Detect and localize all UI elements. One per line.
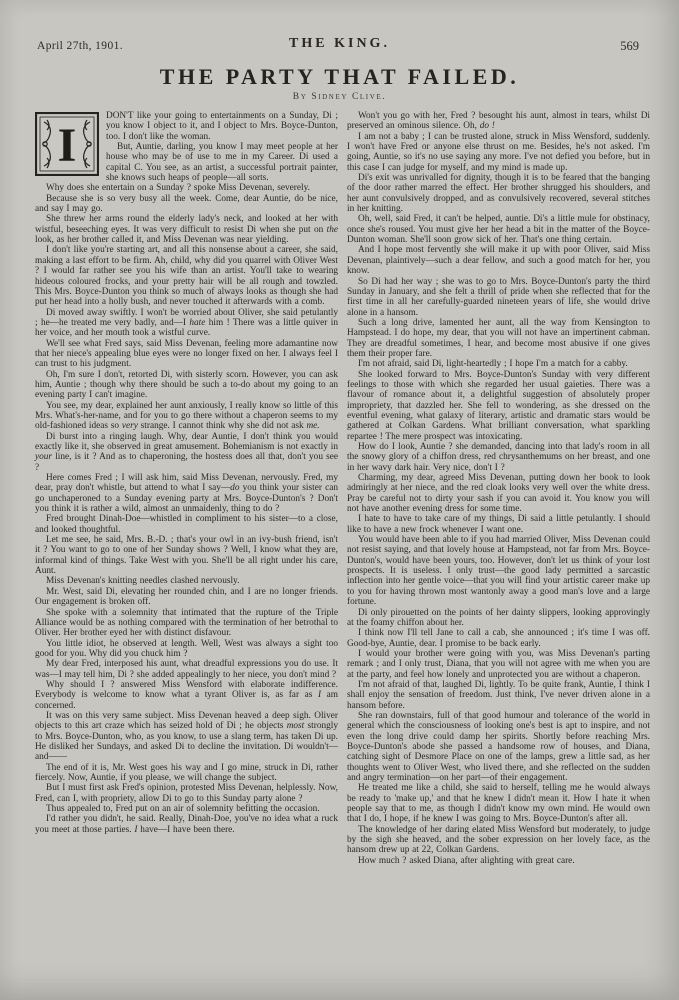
paragraph: How do I look, Auntie ? she demanded, dancing into that lady's room in all the snowy glory of a chiffon dress, red chrysanthemums on her breast, and one in her wavy dark hair. Very nice, don't I ? bbox=[347, 442, 650, 473]
paragraph: Why should I ? answered Miss Wensford with elaborate indifference. Everybody is welcome to know what a tyrant Oliver is, as far as I am concerned. bbox=[35, 679, 338, 711]
paragraph: Mr. West, said Di, elevating her rounded chin, and I are no longer friends. Our engagement is broken off. bbox=[35, 586, 338, 608]
dropcap-ornament-icon bbox=[35, 112, 99, 176]
paragraph: Here comes Fred ; I will ask him, said Miss Devenan, nervously. Fred, my dear, pray don't whistle, but attend to what I say—do you think your sister can go unchaperoned to a Sunday evening party at Mrs. Boyce-Dunton's ? Don't you think it is rather a wild, almost an unmaidenly, thing to do ? bbox=[35, 473, 338, 515]
paragraph: Thus appealed to, Fred put on an air of solemnity befitting the occasion. bbox=[46, 804, 320, 815]
paragraph: It was on this very same subject. Miss Devenan heaved a deep sigh. Oliver objects to this art craze which has seized hold of Di ; he objects most strongly to Mrs. Boyce-Dunton, who, as you know, to use a slang term, has taken Di up. He disliked her Sundays, and asked Di to decline the invitation. Di wouldn't—and—— bbox=[35, 710, 339, 763]
paragraph: We'll see what Fred says, said Miss Devenan, feeling more adamantine now that her niece's appealing blue eyes were no longer fixed on her. I always feel I can trust to his judgment. bbox=[35, 338, 338, 370]
paragraph: Charming, my dear, agreed Miss Devenan, putting down her book to look admiringly at her niece, and the red cloak looks very well over the white dress. Pray be careful not to dirty your sash if you can avoid it. You know you will not have another evening dress for some time. bbox=[347, 473, 650, 515]
paragraph: She ran downstairs, full of that good humour and tolerance of the world in general which the consciousness of looking one's best is apt to inspire, and not even the long drive could damp her spirits. Shortly before reaching Mrs. Boyce-Dunton's abode she passed a handsome row of houses, and Diana, catching sight of Desmore Place on one of the lamps, grew a little sad, as her thoughts went to Oliver West, who lived there, and she reflected on the sudden and angry termination—on her part—of their engagement. bbox=[347, 710, 650, 783]
paragraph: DON'T like your going to entertainments on a Sunday, Di ; you know I object to it, and I object to Mrs. Boyce-Dunton, too. I don't like the woman. bbox=[106, 111, 338, 142]
paragraph: Let me see, he said, Mrs. B.-D. ; that's your owl in an ivy-bush friend, isn't it ? You want to go to one of her Sunday shows ? Well, I know what they are, informal kind of things. Take West with you. She'll be all right under his care, Aunt. bbox=[35, 535, 338, 577]
article-byline: By Sidney Clive. bbox=[292, 92, 387, 102]
paragraph: Di's exit was unrivalled for dignity, though it is to be feared that the banging of the door rather marred the effect. Her brother shrugged his shoulders, and her aunt convulsively dropped, and as convulsively recovered, several stitches in her knitting. bbox=[347, 173, 650, 215]
masthead-title: THE KING. bbox=[289, 36, 390, 51]
paragraph: I don't like you're starting art, and all this nonsense about a career, she said, making a last effort to be firm. Ah, child, why did you quarrel with Oliver West ? I would far rather see you his wife than an artist. You'll take to wearing hideous coloured frocks, and your pretty hair will be all rough and towzled. This Mrs. Boyce-Dunton you think so much of always looks as though she had put her head into a holly bush, and never touched it afterwards with a comb. bbox=[35, 245, 338, 308]
paragraph: I think now I'll tell Jane to call a cab, she announced ; it's time I was off. Good-bye, Auntie, dear. I promise to be back early. bbox=[347, 628, 650, 649]
paragraph: But, Auntie, darling, you know I may meet people at her house who may be of use to me in my Career. Di used a capital C. You see, as an artist, a successful portrait painter, she knows such heaps of people—all sorts. bbox=[106, 142, 338, 184]
paragraph: She spoke with a solemnity that intimated that the rupture of the Triple Alliance would be as nothing compared with the termination of her betrothal to Oliver. Her brother eyed her with distinct disfavour. bbox=[35, 607, 338, 639]
issue-date: April 27th, 1901. bbox=[37, 40, 124, 52]
paragraph: And I hope most fervently she will make it up with poor Oliver, said Miss Devenan, plaintively—such a dear fellow, and such a good match for her, you know. bbox=[347, 245, 650, 277]
paragraph: But I must first ask Fred's opinion, protested Miss Devenan, helplessly. Now, Fred, can I, with propriety, allow Di to go to this Sunday party alone ? bbox=[35, 783, 338, 804]
paragraph: Di only pirouetted on the points of her dainty slippers, looking approvingly at the foamy chiffon about her. bbox=[347, 607, 650, 628]
paragraph: Why does she entertain on a Sunday ? spoke Miss Devenan, severely. bbox=[46, 183, 310, 194]
paragraph: The end of it is, Mr. West goes his way and I go mine, struck in Di, rather fiercely. Now, Auntie, if you please, we will change the subject. bbox=[35, 762, 338, 783]
dropcap-letter: I bbox=[57, 119, 77, 172]
paragraph: She looked forward to Mrs. Boyce-Dunton's Sunday with very different feelings to those with which she regarded her usual gaieties. There was a flavour of romance about it, a delightful suggestion of absolutely proper impropriety, that dazzled her. She fell to wondering, as she dressed on the eventful evening, what galaxy of literary, artistic and dramatic stars would be gathered at Colkan Gardens. What brilliant conversation, what sparkling repartee ! The mere prospect was intoxicating. bbox=[347, 369, 650, 442]
paragraph: You see, my dear, explained her aunt anxiously, I really know so little of this Mrs. What's-her-name, and for you to go there without a chaperon seems to my old-fashioned ideas so very strange. I cannot think why she did not ask me. bbox=[35, 400, 338, 432]
paragraph: Because she is so very busy all the week. Come, dear Auntie, do be nice, and say I may go. bbox=[35, 193, 338, 215]
paragraph: My dear Fred, interposed his aunt, what dreadful expressions you do use. It was—I may tell him, Di ? she added appealingly to her niece, you don't mind ? bbox=[35, 659, 338, 680]
paragraph: How much ? asked Diana, after alighting with great care. bbox=[358, 855, 575, 866]
paragraph: I'd rather you didn't, he said. Really, Dinah-Doe, you've no idea what a ruck you meet at those parties. I have—I have been there. bbox=[35, 814, 338, 835]
paragraph: She threw her arms round the elderly lady's neck, and looked at her with wistful, beseeching eyes. It was very difficult to resist Di when she put on the look, as her brother called it, and Miss Devenan was near yielding. bbox=[35, 214, 338, 246]
paragraph: Won't you go with her, Fred ? besought his aunt, almost in tears, whilst Di preserved an ominous silence. Oh, do ! bbox=[347, 111, 650, 132]
column-left bbox=[35, 111, 338, 866]
paragraph: Such a long drive, lamented her aunt, all the way from Kensington to Hampstead. I do hope, my dear, that you will not have an impertinent cabman. They are dreadful sometimes, I hear, and become most abusive if one gives them their proper fare. bbox=[347, 317, 650, 359]
article-title: THE PARTY THAT FAILED. bbox=[159, 64, 520, 89]
article-body bbox=[35, 111, 650, 866]
paragraph: So Di had her way ; she was to go to Mrs. Boyce-Dunton's party the third Sunday in January, and she felt a thrill of pride when she reflected that for the first time in all her carefully-guarded nineteen years of life, she would drive alone in a hansom. bbox=[347, 276, 650, 318]
paragraph: I'm not afraid, said Di, light-heartedly ; I hope I'm a match for a cabby. bbox=[358, 359, 628, 370]
paragraph: Di burst into a ringing laugh. Why, dear Auntie, I don't think you would exactly like it, she observed in great amusement. Bohemianism is not exactly in your line, is it ? And as to chaperoning, the hostess does all that, don't you see ? bbox=[35, 431, 338, 473]
paragraph: Oh, I'm sure I don't, retorted Di, with sisterly scorn. However, you can ask him, Auntie ; though why there should be such a to-do about my going to an evening party I can't imagine. bbox=[35, 369, 338, 401]
paragraph: Di moved away swiftly. I won't be worried about Oliver, she said petulantly ; he—he treated me very badly, and—I hate him ! There was a little quiver in her voice, and her mouth took a wistful curve. bbox=[35, 307, 338, 339]
paragraph: Miss Devenan's knitting needles clashed nervously. bbox=[46, 576, 240, 587]
paragraph: Oh, well, said Fred, it can't be helped, auntie. Di's a little mule for obstinacy, once she's roused. You must give her her head a bit in the matter of the Boyce-Dunton woman. She'll soon grow sick of her. That's one thing certain. bbox=[347, 214, 650, 246]
paragraph: I would your brother were going with you, was Miss Devenan's parting remark ; and I only trust, Diana, that you will not agree with me when you are at the party, and feel how lonely and unprotected you are without a chaperon. bbox=[347, 648, 650, 680]
paragraph: The knowledge of her daring elated Miss Wensford but moderately, to judge by the sigh she heaved, and the sober expression on her lovely face, as the hansom drew up at 22, Colkan Gardens. bbox=[347, 824, 650, 856]
paragraph: I hate to have to take care of my things, Di said a little petulantly. I should like to have a new frock whenever I want one. bbox=[347, 514, 650, 535]
paragraph: I am not a baby ; I can be trusted alone, struck in Miss Wensford, suddenly. I won't have Fred or anyone else thrust on me. Besides, he's not asked. I'm going, Auntie, so it's no use saying any more. I've not defied you before, but in this case I can judge for myself, and my mind is made up. bbox=[347, 131, 650, 173]
paragraph: I'm not afraid of that, laughed Di, lightly. To be quite frank, Auntie, I think I shall enjoy the sensation of freedom. Just think, I've never driven alone in a hansom before. bbox=[347, 679, 650, 711]
page-header bbox=[0, 0, 679, 60]
paragraph: You would have been able to if you had married Oliver, Miss Devenan could not resist saying, and that lovely house at Hampstead, not far from Mrs. Boyce-Dunton's, would have been yours, too. However, don't let us think of your lost prospects. It is useless. I only trust—the good lady permitted a sarcastic inflection into her gentle voice—that you will find your artistic career make up to you for having thrown most wantonly away a good man's love and a large fortune. bbox=[347, 535, 650, 608]
page-number: 569 bbox=[620, 39, 639, 53]
paragraph: Fred brought Dinah-Doe—whistled in compliment to his sister—to a close, and looked thoughtful. bbox=[35, 514, 338, 535]
paragraph: You little idiot, he observed at length. Well, West was always a sight too good for you. Why did you chuck him ? bbox=[35, 638, 338, 659]
paragraph: He treated me like a child, she said to herself, telling me he would always be ready to 'make up,' and that he knew I didn't mean it. How I hate it when people say that to me, as though I didn't know my own mind. He would own that I do, I hope, if he knew I was going to Mrs. Boyce-Dunton's after all. bbox=[347, 783, 650, 825]
column-right bbox=[347, 111, 650, 866]
